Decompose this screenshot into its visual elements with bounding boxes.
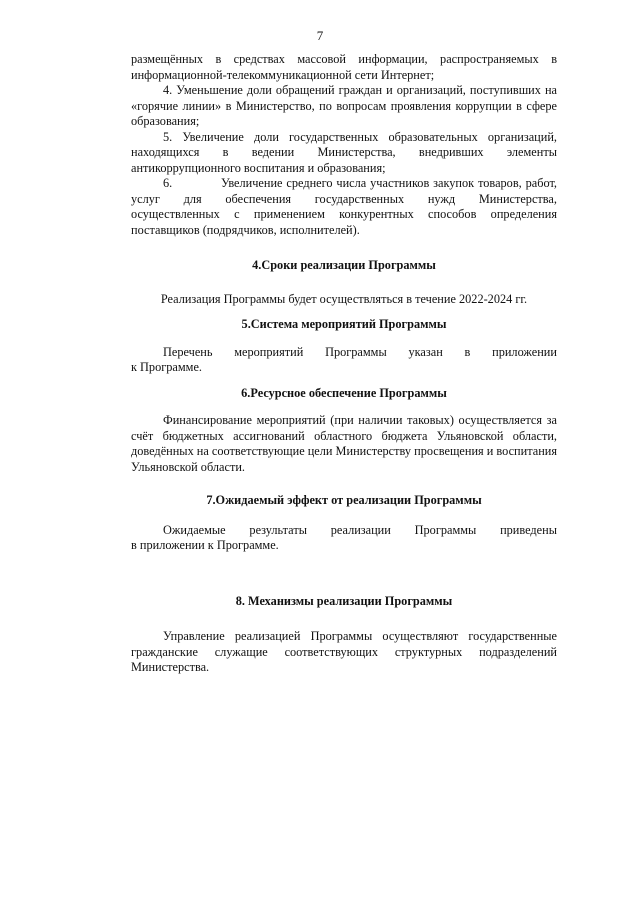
item-5-word: находящихся bbox=[131, 145, 200, 159]
item-5-word: ведении bbox=[251, 145, 295, 159]
item-6-word: обеспечения bbox=[225, 191, 292, 206]
document-body bbox=[131, 52, 557, 676]
item-6-text: Увеличение среднего числа участников закупок товаров, работ, bbox=[221, 176, 557, 190]
section-7-line-1 bbox=[131, 523, 557, 539]
section-6-text: Финансирование мероприятий (при наличии таковых) осуществляется за счёт бюджетных ассигнований областного бюджета Ульяновской области, доведённых на соответствующие цели Министерству просвещения и воспитания Ульяновской области. bbox=[131, 413, 558, 474]
item-6-word: нужд bbox=[427, 191, 456, 206]
section-7-word: Ожидаемые bbox=[163, 522, 226, 537]
section-5-word: в bbox=[464, 344, 471, 359]
section-5-word: приложении bbox=[492, 344, 557, 359]
section-5-word: мероприятий bbox=[234, 344, 304, 359]
item-6-word: государственных bbox=[314, 191, 405, 206]
intro-line-2: информационной-телекоммуникационной сети Интернет; bbox=[131, 67, 435, 82]
item-5-line-3: антикоррупционного воспитания и образования; bbox=[131, 160, 386, 175]
section-7-line-2: в приложении к Программе. bbox=[131, 538, 279, 552]
item-4-paragraph: 4. Уменьшение доли обращений граждан и организаций, поступивших на «горячие линии» в Министерство, по вопросам проявления коррупции в сфере образования; bbox=[131, 83, 557, 128]
item-5-line-1: 5. Увеличение доли государственных образовательных организаций, bbox=[163, 129, 557, 144]
section-5-word: Программы bbox=[325, 344, 387, 359]
section-7-word: результаты bbox=[249, 522, 307, 537]
section-7-word: реализации bbox=[330, 522, 391, 537]
section-7-word: приведены bbox=[500, 522, 557, 537]
section-8-text: Управление реализацией Программы осуществляют государственные гражданские служащие соответствующих структурных подразделений Министерства. bbox=[131, 629, 557, 674]
section-8-heading: 8. Механизмы реализации Программы bbox=[235, 593, 453, 608]
page-number: 7 bbox=[316, 28, 324, 43]
item-6-line-3: осуществленных с применением конкурентных способов определения bbox=[131, 207, 557, 221]
section-5-line-2: к Программе. bbox=[131, 360, 202, 374]
item-6-line-2 bbox=[131, 192, 557, 208]
section-7-heading: 7.Ожидаемый эффект от реализации Программы bbox=[206, 493, 482, 507]
section-5-heading: 5.Система мероприятий Программы bbox=[241, 317, 447, 331]
item-6-word: Министерства, bbox=[478, 191, 557, 206]
section-5-line-1 bbox=[131, 345, 557, 361]
item-6-line-4: поставщиков (подрядчиков, исполнителей). bbox=[131, 222, 360, 237]
item-5-word: в bbox=[222, 145, 229, 159]
item-5-word: внедривших bbox=[418, 145, 484, 159]
item-6-number: 6. bbox=[163, 176, 173, 190]
section-5-word: Перечень bbox=[163, 344, 213, 359]
item-6-word: для bbox=[183, 191, 202, 206]
item-6-line-1 bbox=[131, 176, 557, 192]
section-4-heading: 4.Сроки реализации Программы bbox=[252, 258, 436, 272]
intro-line-1: размещённых в средствах массовой информации, распространяемых в bbox=[131, 52, 557, 66]
section-6-heading: 6.Ресурсное обеспечение Программы bbox=[241, 385, 447, 400]
section-4-text: Реализация Программы будет осуществляться в течение 2022-2024 гг. bbox=[160, 291, 528, 306]
item-5-word: элементы bbox=[506, 145, 557, 159]
item-5-line-2 bbox=[131, 145, 557, 161]
section-7-word: Программы bbox=[414, 522, 477, 537]
item-5-word: Министерства, bbox=[317, 145, 396, 159]
item-6-word: услуг bbox=[131, 191, 160, 206]
section-5-word: указан bbox=[408, 344, 443, 359]
